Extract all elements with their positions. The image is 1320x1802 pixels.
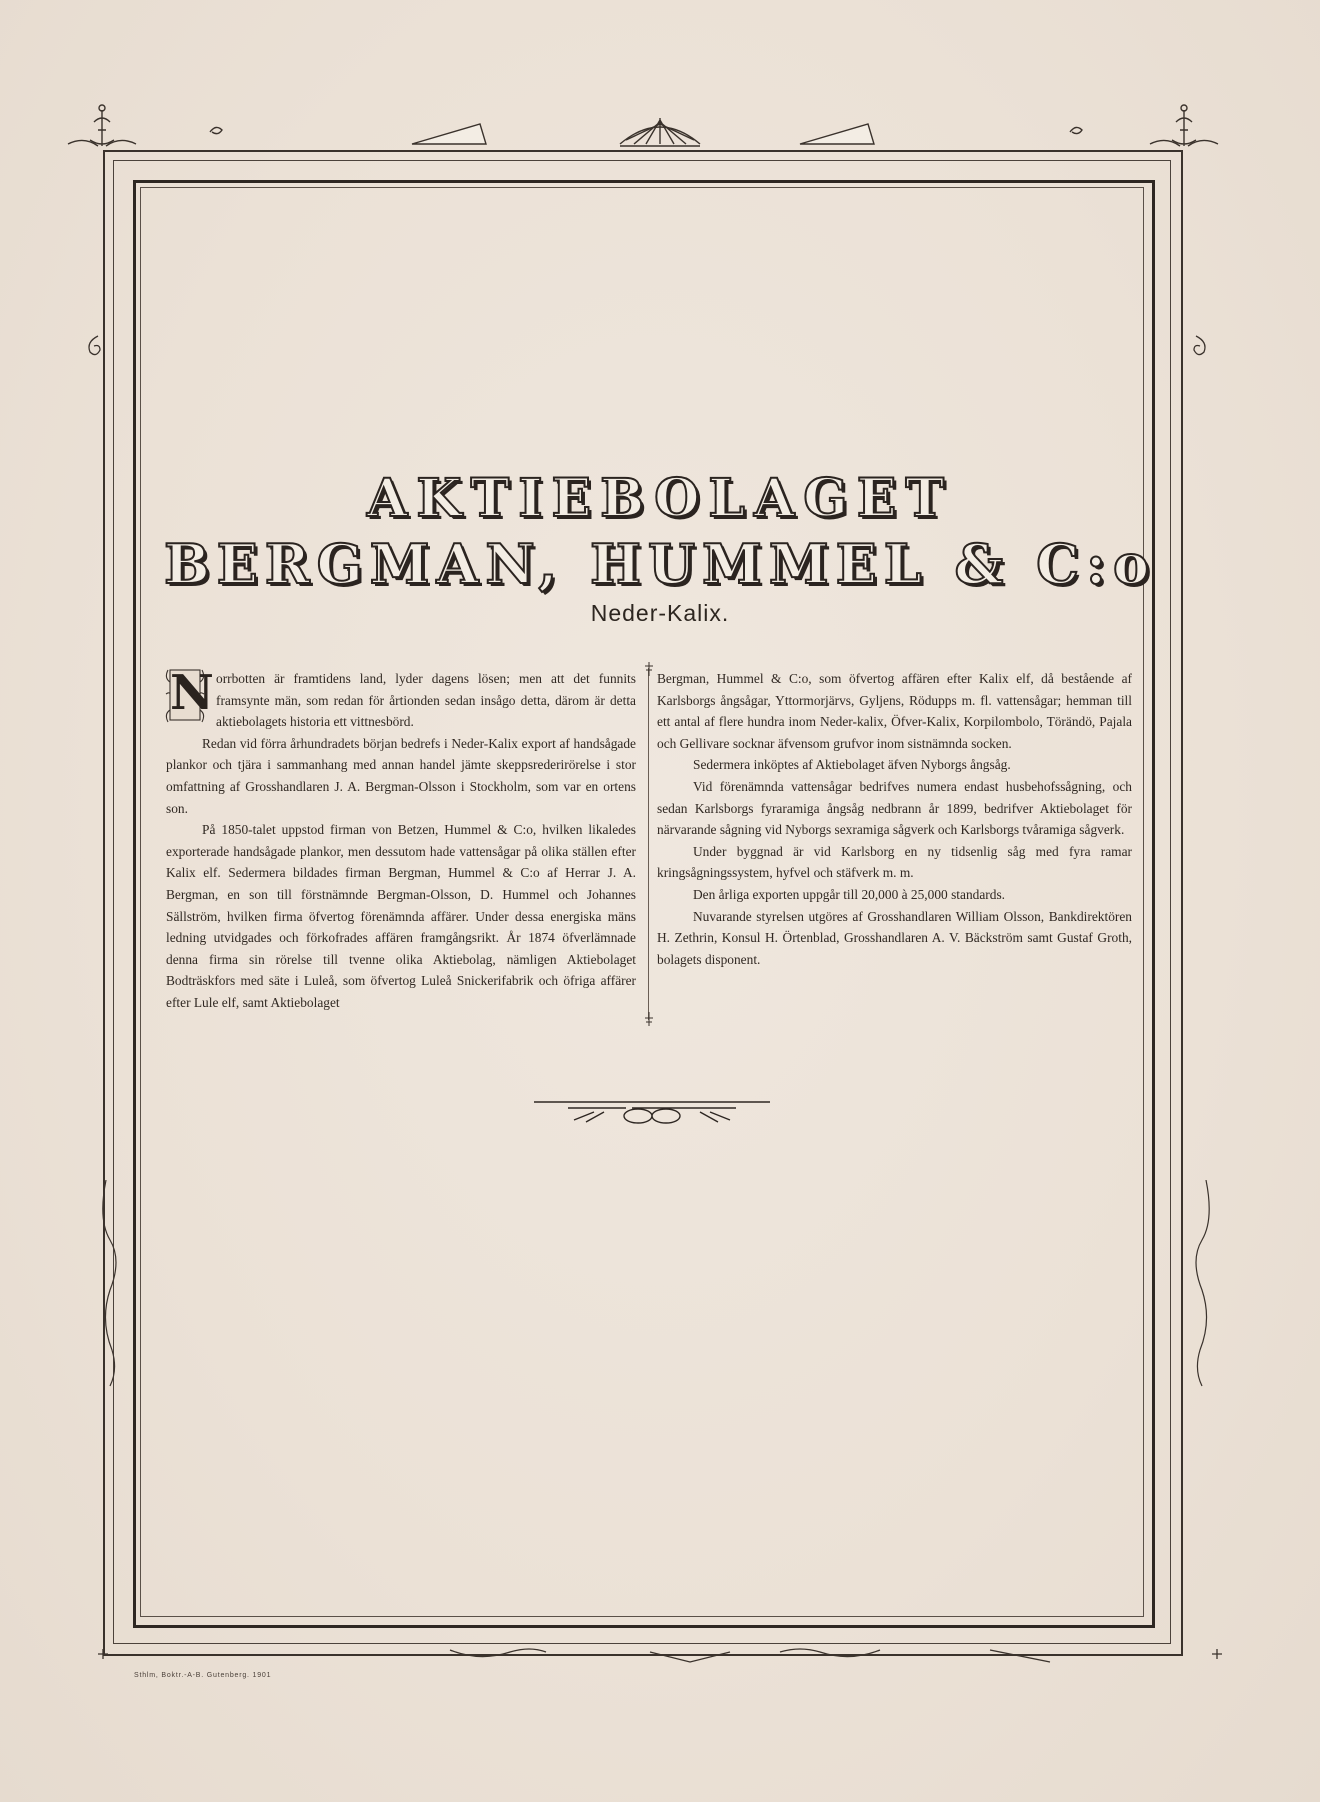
left-paragraph-2: Redan vid förra århundradets början bedrefs i Neder-Kalix export af handsågade plankor och tjära i sammanhang med annan handel jämte skeppsrederirörelse i stor omfattning af Grosshandlaren J. A. Bergman-Olsson i Stockholm, som var en ortens son. [166, 735, 636, 816]
column-divider [648, 668, 649, 1020]
left-side-ornament [80, 330, 110, 370]
divider-top-knob-icon [643, 662, 655, 676]
right-lower-scroll [1186, 1180, 1216, 1390]
bottom-frame-ornaments [90, 1640, 1230, 1670]
drop-cap [162, 664, 214, 728]
right-paragraph-4: Under byggnad är vid Karlsborg en ny tidsenlig såg med fyra ramar kringsågningssystem, hyfvel och stäfverk m. m. [657, 843, 1132, 881]
left-lower-scroll [96, 1180, 126, 1390]
divider-bottom-knob-icon [643, 1012, 655, 1026]
right-paragraph-1: Bergman, Hummel & C:o, som öfvertog affären efter Kalix elf, då bestående af Karlsborgs ångsågar, Yttormorjärvs, Gyljens, Rödupps m. fl. vattensågar; hemman till ett antal af flere hundra inom Neder-kalix, Öfver-Kalix, Korpilombolo, Törändö, Pajala och Gellivare socknar äfvensom grufvor inom sistnämnda socken. [657, 671, 1132, 751]
company-title-line-1: AKTIEBOLAGET [366, 468, 954, 529]
right-paragraph-5: Den årliga exporten uppgår till 20,000 à 25,000 standards. [693, 886, 1005, 902]
right-paragraph-2: Sedermera inköptes af Aktiebolaget äfven Nyborgs ångsåg. [693, 757, 1011, 773]
right-text-column [657, 668, 1132, 970]
right-side-ornament [1184, 330, 1214, 370]
right-paragraph-3: Vid förenämnda vattensågar bedrifves numera endast husbehofssågning, och sedan Karlsborgs fyraramiga ångsåg nedbrann år 1899, bedrifver Aktiebolaget för närvarande sågning vid Nyborgs sexramiga sågverk och Karlsborgs tvåramiga sågverk. [657, 778, 1132, 838]
right-paragraph-6: Nuvarande styrelsen utgöres af Grosshandlaren William Olsson, Bankdirektören H. Zethrin, Konsul H. Örtenblad, Grosshandlaren A. V. Bäckström samt Gustaf Groth, bolagets disponent. [657, 908, 1132, 967]
left-paragraph-3: På 1850-talet uppstod firman von Betzen, Hummel & C:o, hvilken likaledes exporterade handsågade plankor, men dessutom hade vattensågar på olika ställen efter Kalix elf. Sedermera bildades firman Bergman, Hummel & C:o af Herrar J. A. Bergman, en son till förstnämnde Bergman-Olsson, D. Hummel och Johannes Sällström, hvilken firma öfvertog förenämnda affärer. Under dessa energiska mäns ledning utvidgades och förkofrades affären framgångsrikt. År 1874 öfverlämnade denna firma sin rörelse till tvenne olika Aktiebolag, nämligen Aktiebolaget Bodträskfors med säte i Luleå, som öfvertog Luleå Snickerifabrik och öfriga affärer efter Lule elf, samt Aktiebolaget [166, 822, 636, 1010]
tailpiece-ornament [534, 1094, 770, 1134]
location-subtitle: Neder-Kalix. [590, 600, 730, 626]
printer-imprint: Sthlm, Boktr.-A-B. Gutenberg. 1901 [134, 1672, 272, 1679]
left-text-column [166, 665, 636, 1014]
left-paragraph-1: orrbotten är framtidens land, lyder dagens lösen; men att det funnits framsynte män, som redan för årtionden sedan insågo detta, därom är detta aktiebolagets historia ett vittnesbörd. [216, 671, 636, 730]
drop-cap-letter: N [170, 665, 214, 721]
company-title-line-2: BERGMAN, HUMMEL & C:o [163, 532, 1157, 596]
top-frame-ornaments [60, 100, 1260, 170]
